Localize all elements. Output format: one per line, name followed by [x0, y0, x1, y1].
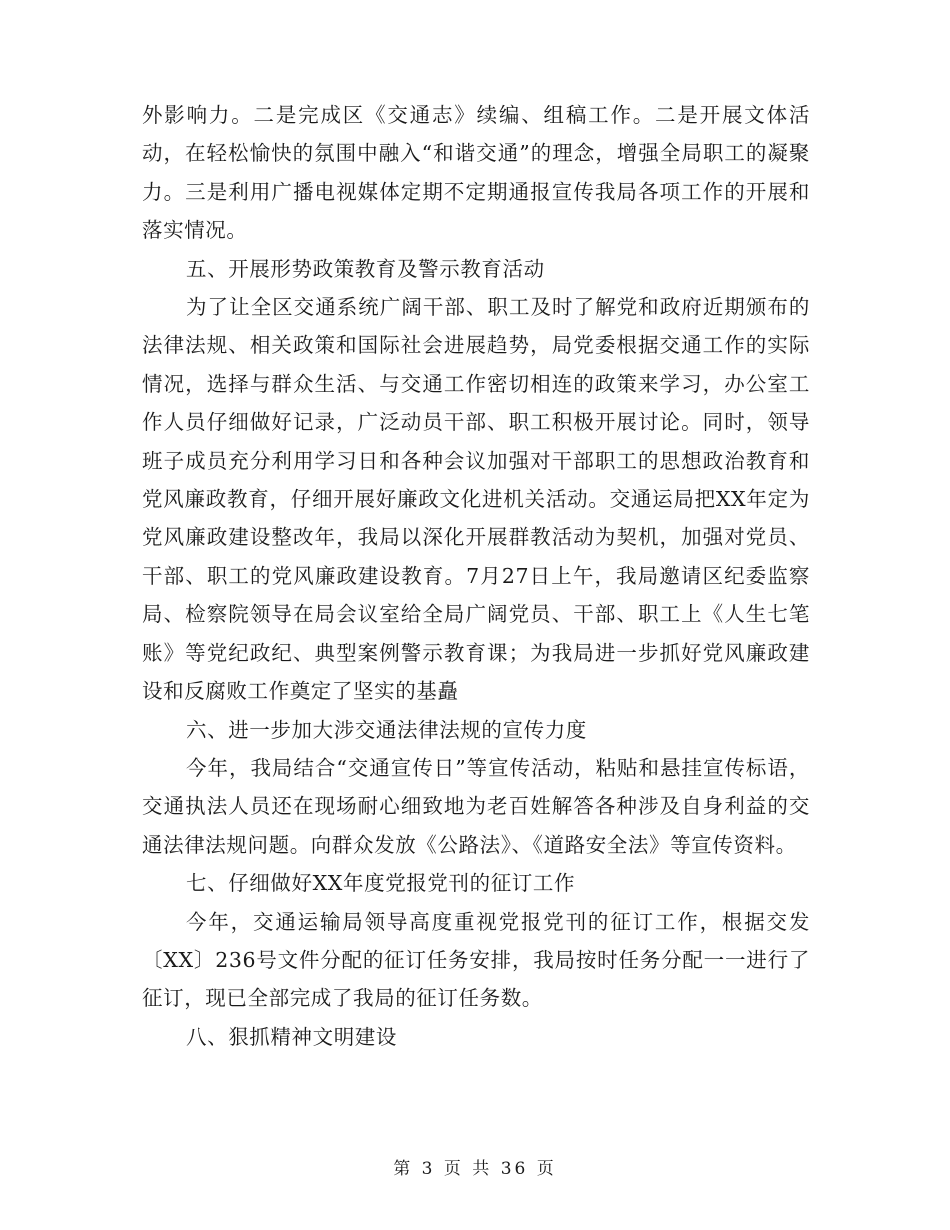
- page-footer: 第 3 页 共 36 页: [393, 1159, 557, 1179]
- section-heading-7: 七、仔细做好XX年度党报党刊的征订工作: [186, 871, 576, 896]
- paragraph-section-5: 为了让全区交通系统广阔干部、职工及时了解党和政府近期颁布的法律法规、相关政策和国际社会进展趋势，局党委根据交通工作的实际情况，选择与群众生活、与交通工作密切相连的政策来学习，办公室工作人员仔细做好记录，广泛动员干部、职工积极开展讨论。同时，领导班子成员充分利用学习日和各种会议加强对干部职工的思想政治教育和党风廉政教育，仔细开展好廉政文化进机关活动。交通运局把XX年定为党风廉政建设整改年，我局以深化开展群教活动为契机，加强对党员、干部、职工的党风廉政建设教育。7月27日上午，我局邀请区纪委监察局、检察院领导在局会议室给全局广阔党员、干部、职工上《人生七笔账》等党纪政纪、典型案例警示教育课；为我局进一步抓好党风廉政建设和反腐败工作奠定了坚实的基矗: [142, 295, 810, 704]
- section-heading-5: 五、开展形势政策教育及警示教育活动: [186, 256, 545, 281]
- document-page: [142, 96, 810, 1056]
- paragraph-section-6: 今年，我局结合“交通宣传日”等宣传活动，粘贴和悬挂宣传标语，交通执法人员还在现场耐心细致地为老百姓解答各种涉及自身利益的交通法律法规问题。向群众发放《公路法》、《道路安全法》等宣传资料。: [142, 755, 810, 857]
- section-heading-8: 八、狠抓精神文明建设: [186, 1024, 397, 1049]
- paragraph-section-7: 今年，交通运输局领导高度重视党报党刊的征订工作，根据交发〔XX〕236号文件分配的征订任务安排，我局按时任务分配一一进行了征订，现已全部完成了我局的征订任务数。: [142, 909, 810, 1011]
- section-heading-6: 六、进一步加大涉交通法律法规的宣传力度: [186, 717, 587, 742]
- paragraph-continuation: 外影响力。二是完成区《交通志》续编、组稿工作。二是开展文体活动，在轻松愉快的氛围中融入“和谐交通”的理念，增强全局职工的凝聚力。三是利用广播电视媒体定期不定期通报宣传我局各项工作的开展和落实情况。: [142, 103, 810, 243]
